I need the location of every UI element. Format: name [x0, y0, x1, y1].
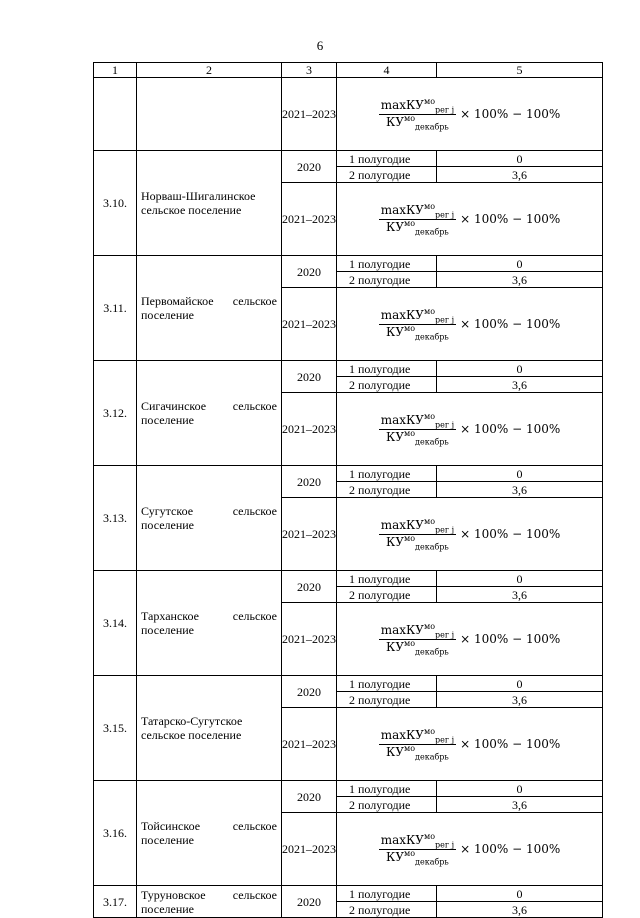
half-year-value: 3,6: [437, 377, 603, 393]
row-number-cell: 3.17.: [94, 886, 137, 918]
settlement-name-cell: Туруновское сельское поселение: [137, 886, 282, 918]
table-row: [94, 361, 603, 377]
continued-row: [94, 78, 603, 151]
row-number-cell: 3.16.: [94, 781, 137, 886]
half-year-value: 3,6: [437, 167, 603, 183]
half-year-label: 2 полугодие: [337, 902, 437, 918]
formula: $\frac{\max КУ^{мо}_{рег j}}{КУ^{мо}_{декабрь}}$ × 100% − 100%: [380, 202, 561, 237]
half-year-value: 0: [437, 781, 603, 797]
half-year-label: 1 полугодие: [337, 571, 437, 587]
half-year-label: 2 полугодие: [337, 272, 437, 288]
table-row: [94, 466, 603, 482]
formula: $\frac{\max КУ^{мо}_{рег j}}{КУ^{мо}_{декабрь}}$ × 100% − 100%: [380, 307, 561, 342]
half-year-label: 1 полугодие: [337, 781, 437, 797]
half-year-value: 3,6: [437, 587, 603, 603]
formula-cell: [337, 393, 603, 466]
half-year-label: 2 полугодие: [337, 377, 437, 393]
column-header: 2: [137, 63, 282, 78]
settlement-name-cell: Тарханское сельское поселение: [137, 571, 282, 676]
settlement-name-cell: Первомайское сельское поселение: [137, 256, 282, 361]
formula-cell: [337, 603, 603, 676]
year-cell: 2020: [282, 256, 337, 288]
row-number-cell: 3.11.: [94, 256, 137, 361]
formula-cell: [337, 78, 603, 151]
column-header: 5: [437, 63, 603, 78]
half-year-value: 3,6: [437, 902, 603, 918]
period-cell: 2021–2023: [282, 498, 337, 571]
half-year-label: 2 полугодие: [337, 797, 437, 813]
half-year-value: 0: [437, 886, 603, 902]
table-row: [94, 886, 603, 902]
column-header: 3: [282, 63, 337, 78]
formula-cell: [337, 288, 603, 361]
period-cell: 2021–2023: [282, 288, 337, 361]
year-cell: 2020: [282, 886, 337, 918]
period-cell: 2021–2023: [282, 603, 337, 676]
formula-cell: [337, 498, 603, 571]
period-cell: 2021–2023: [282, 183, 337, 256]
formula-cell: [337, 813, 603, 886]
settlement-name-cell: Сугутское сельское поселение: [137, 466, 282, 571]
half-year-label: 2 полугодие: [337, 167, 437, 183]
period-cell: 2021–2023: [282, 78, 337, 151]
half-year-value: 3,6: [437, 797, 603, 813]
half-year-value: 0: [437, 571, 603, 587]
formula: $\frac{\max КУ^{мо}_{рег j}}{КУ^{мо}_{декабрь}}$ × 100% − 100%: [380, 622, 561, 657]
year-cell: 2020: [282, 781, 337, 813]
half-year-label: 2 полугодие: [337, 587, 437, 603]
table-row: [94, 781, 603, 797]
half-year-label: 1 полугодие: [337, 151, 437, 167]
column-header: 4: [337, 63, 437, 78]
formula-cell: [337, 183, 603, 256]
settlement-name-cell: Сигачинское сельское поселение: [137, 361, 282, 466]
page-number: 6: [316, 38, 324, 53]
half-year-label: 2 полугодие: [337, 482, 437, 498]
formula-cell: [337, 708, 603, 781]
half-year-label: 1 полугодие: [337, 466, 437, 482]
year-cell: 2020: [282, 676, 337, 708]
table-row: [94, 571, 603, 587]
half-year-value: 0: [437, 466, 603, 482]
half-year-label: 1 полугодие: [337, 361, 437, 377]
half-year-value: 0: [437, 676, 603, 692]
year-cell: 2020: [282, 466, 337, 498]
settlement-name-cell: Норваш-Шигалинское сельское поселение: [137, 151, 282, 256]
half-year-value: 0: [437, 361, 603, 377]
half-year-label: 2 полугодие: [337, 692, 437, 708]
row-number-cell: 3.12.: [94, 361, 137, 466]
period-cell: 2021–2023: [282, 393, 337, 466]
table-row: [94, 676, 603, 692]
table-row: [94, 256, 603, 272]
period-cell: 2021–2023: [282, 708, 337, 781]
half-year-value: 0: [437, 151, 603, 167]
half-year-label: 1 полугодие: [337, 256, 437, 272]
period-cell: 2021–2023: [282, 813, 337, 886]
formula: $\frac{\max КУ^{мо}_{рег j}}{КУ^{мо}_{декабрь}}$ × 100% − 100%: [380, 412, 561, 447]
formula: $\frac{\max КУ^{мо}_{рег j}}{КУ^{мо}_{декабрь}}$ × 100% − 100%: [380, 517, 561, 552]
formula: $\frac{\max КУ^{мо}_{рег j}}{КУ^{мо}_{декабрь}}$ × 100% − 100%: [380, 727, 561, 762]
header-row: [94, 63, 603, 78]
half-year-label: 1 полугодие: [337, 886, 437, 902]
year-cell: 2020: [282, 151, 337, 183]
year-cell: 2020: [282, 361, 337, 393]
tariff-table: [93, 62, 603, 918]
half-year-value: 3,6: [437, 482, 603, 498]
formula: $\frac{\max КУ^{мо}_{рег j}}{КУ^{мо}_{декабрь}}$ × 100% − 100%: [380, 97, 561, 132]
half-year-value: 3,6: [437, 272, 603, 288]
half-year-label: 1 полугодие: [337, 676, 437, 692]
settlement-name-cell: Тойсинское сельское поселение: [137, 781, 282, 886]
settlement-name-cell: [137, 78, 282, 151]
table-row: [94, 151, 603, 167]
formula: $\frac{\max КУ^{мо}_{рег j}}{КУ^{мо}_{декабрь}}$ × 100% − 100%: [380, 832, 561, 867]
settlement-name-cell: Татарско-Сугутское сельское поселение: [137, 676, 282, 781]
row-number-cell: [94, 78, 137, 151]
row-number-cell: 3.13.: [94, 466, 137, 571]
half-year-value: 0: [437, 256, 603, 272]
column-header: 1: [94, 63, 137, 78]
row-number-cell: 3.10.: [94, 151, 137, 256]
row-number-cell: 3.14.: [94, 571, 137, 676]
row-number-cell: 3.15.: [94, 676, 137, 781]
half-year-value: 3,6: [437, 692, 603, 708]
year-cell: 2020: [282, 571, 337, 603]
